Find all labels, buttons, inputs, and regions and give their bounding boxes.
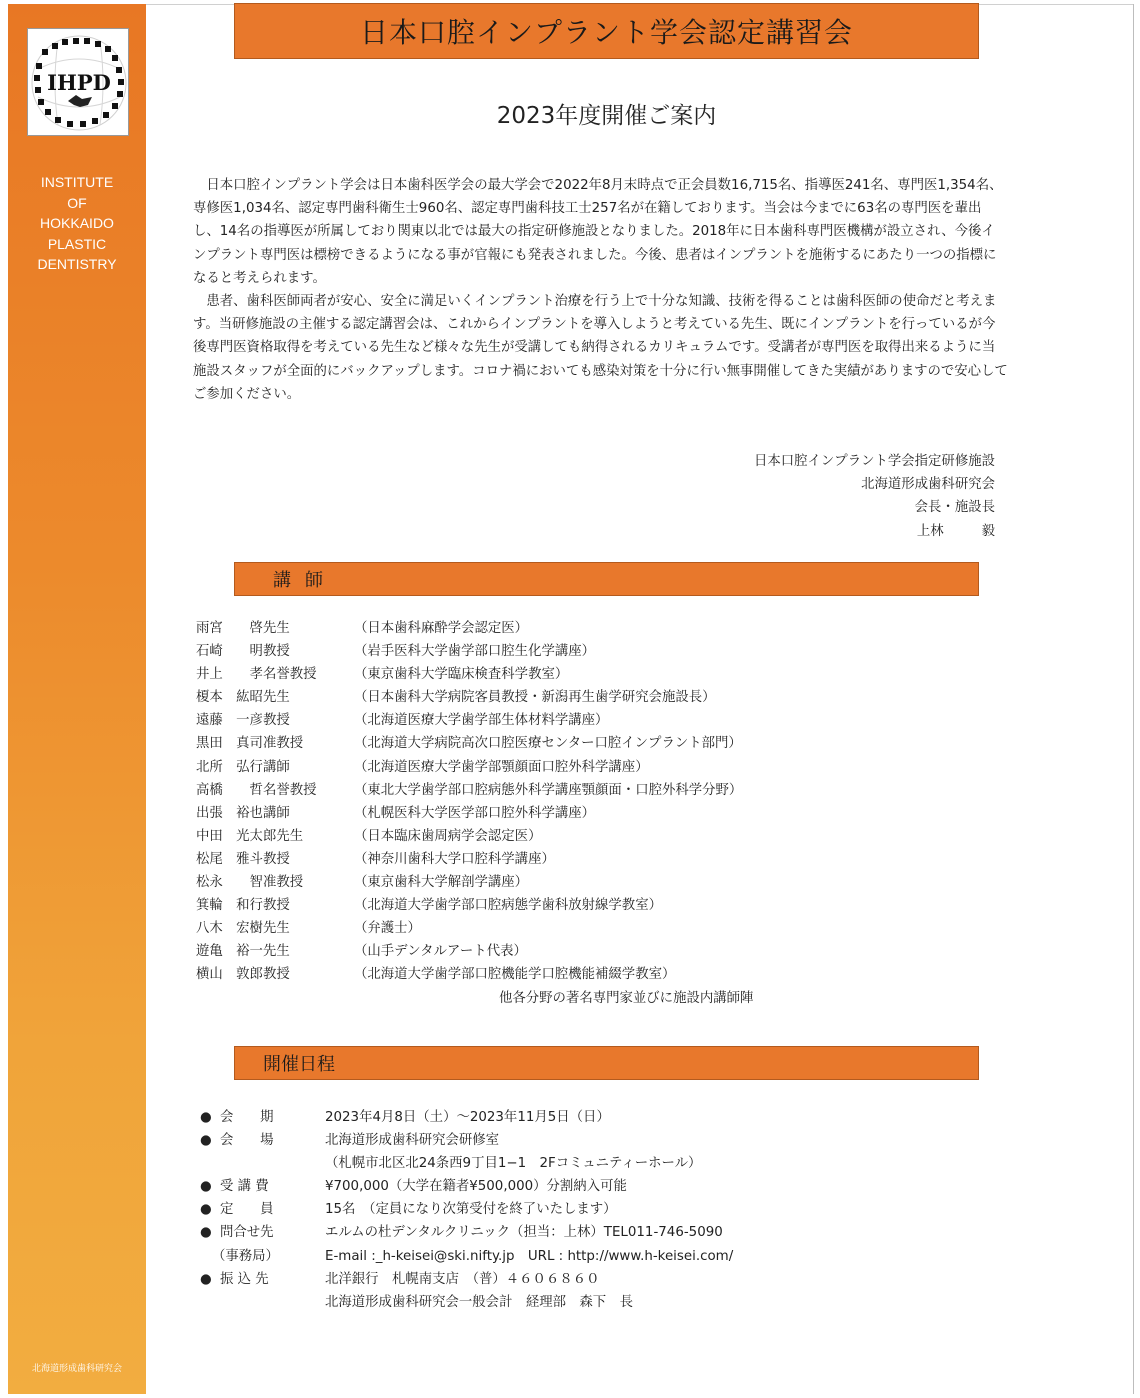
schedule-value: 北洋銀行 札幌南支店 （普）４６０６８６０ (325, 1271, 600, 1287)
schedule-value: 北海道形成歯科研究会研修室 (325, 1133, 500, 1149)
institute-line: INSTITUTE (40, 174, 114, 190)
lecturer-name: 黒田 真司准教授 (196, 736, 304, 752)
sidebar (8, 4, 146, 1394)
schedule-value: エルムの杜デンタルクリニック（担当：上林）TEL011-746-5090 (325, 1225, 723, 1241)
lecturer-affiliation: （神奈川歯科大学口腔科学講座） (354, 851, 555, 867)
lecturer-name: 横山 敦郎教授 (196, 967, 290, 983)
lecturer-name: 箕輪 和行教授 (196, 898, 290, 914)
signature-role: 会長・施設長 (914, 500, 995, 516)
schedule-label: 振 込 先 (220, 1271, 269, 1287)
schedule-value: （札幌市北区北24条西9丁目1−1 2Fコミュニティーホール） (325, 1156, 702, 1172)
schedule-value: 2023年4月8日（土）～2023年11月5日（日） (325, 1110, 610, 1125)
signature-family-name: 上林 (916, 523, 944, 539)
signature-given-name: 毅 (981, 523, 995, 539)
bullet-icon: ● (200, 1271, 212, 1287)
lecturer-affiliation: （岩手医科大学歯学部口腔生化学講座） (354, 644, 596, 660)
lecturer-name: 八木 宏樹先生 (196, 921, 290, 937)
bullet-icon: ● (200, 1179, 212, 1195)
lecturer-affiliation: （北海道医療大学歯学部生体材料学講座） (354, 713, 609, 729)
logo-text: IHPD (47, 70, 111, 95)
bullet-icon: ● (200, 1110, 212, 1125)
schedule-label: 問合せ先 (220, 1225, 274, 1241)
lecturer-note: 他各分野の著名専門家並びに施設内講師陣 (499, 991, 754, 1006)
bullet-icon: ● (200, 1202, 212, 1218)
bullet-icon: ● (200, 1225, 212, 1241)
schedule-value: ¥700,000（大学在籍者¥500,000）分割納入可能 (325, 1179, 627, 1195)
intro-paragraph: 日本口腔インプラント学会は日本歯科医学会の最大学会で2022年8月末時点で正会員数16,715名、指導医241名、専門医1,354名、専修医1,034名、認定専門歯科衛生士960名、認定専門歯科技工士257名が在籍しております。当会は今までに63名の専門医を輩出し、14名の指導医が所属しており関東以北では最大の指定研修施設となりました。2018年に日本歯科専門医機構が設立され、今後インプラント専門医は標榜できるようになる事が官報にも発表されました。今後、患者はインプラントを施術するにあたり一つの指標になると考えられます。 (193, 178, 1003, 286)
sidebar-footer: 北海道形成歯科研究会 (31, 1364, 122, 1374)
lecturer-name: 石崎 明教授 (196, 644, 290, 660)
schedule-label: 定 員 (220, 1202, 274, 1218)
lecturer-affiliation: （山手デンタルアート代表） (354, 944, 527, 960)
schedule-value: 15名 （定員になり次第受付を終了いたします） (325, 1202, 617, 1218)
page-title: 日本口腔インプラント学会認定講習会 (234, 3, 979, 59)
bullet-icon: ● (200, 1133, 212, 1149)
lecturer-affiliation: （東京歯科大学解剖学講座） (354, 875, 529, 891)
lecturer-affiliation: （日本歯科麻酔学会認定医） (354, 621, 529, 636)
lecturer-name: 中田 光太郎先生 (196, 828, 304, 844)
lecturer-name: 遠藤 一彦教授 (196, 713, 290, 729)
signature-org: 日本口腔インプラント学会指定研修施設 (753, 454, 995, 469)
intro-paragraph: 患者、歯科医師両者が安心、安全に満足いくインプラント治療を行う上で十分な知識、技術を得ることは歯科医師の使命だと考えます。当研修施設の主催する認定講習会は、これからインプラントを導入しようと考えている先生、既にインプラントを行っているが今後専門医資格取得を考えている先生など様々な先生が受講しても納得されるカリキュラムです。受講者が専門医を取得出来るように当施設スタッフが全面的にバックアップします。コロナ禍においても感染対策を十分に行い無事開催してきた実績がありますので安心してご参加ください。 (193, 294, 1008, 402)
lecturer-name: 高橋 哲名誉教授 (196, 782, 317, 798)
intro-text (193, 174, 1008, 406)
schedule-label: （事務局） (212, 1248, 279, 1264)
signature-block (620, 450, 995, 543)
right-divider (1133, 4, 1134, 1394)
lecturer-affiliation: （札幌医科大学医学部口腔外科学講座） (354, 805, 596, 821)
signature-society: 北海道形成歯科研究会 (861, 477, 995, 493)
lecturer-name: 雨宮 啓先生 (196, 621, 290, 636)
lecturer-name: 出張 裕也講師 (196, 805, 290, 821)
lecturer-name: 松永 智准教授 (196, 875, 304, 891)
lecturer-name: 遊亀 裕一先生 (196, 944, 290, 960)
lecturer-name: 北所 弘行講師 (196, 759, 290, 775)
lecturer-affiliation: （北海道医療大学歯学部顎顔面口腔外科学講座） (354, 759, 649, 775)
schedule-label: 会 期 (220, 1110, 274, 1125)
lecturer-affiliation: （北海道大学歯学部口腔機能学口腔機能補綴学教室） (354, 967, 676, 983)
signature-name (620, 520, 995, 543)
lecturer-name: 井上 孝名誉教授 (196, 667, 317, 683)
lecturer-affiliation: （北海道大学歯学部口腔病態学歯科放射線学教室） (354, 898, 662, 914)
lecturer-affiliation: （東北大学歯学部口腔病態外科学講座顎顔面・口腔外科学分野） (354, 782, 743, 798)
lecturer-name: 松尾 雅斗教授 (196, 851, 290, 867)
schedule-heading: 開催日程 (234, 1046, 979, 1080)
lecturer-affiliation: （日本臨床歯周病学会認定医） (354, 828, 542, 844)
lecturer-name: 榎本 紘昭先生 (196, 690, 290, 706)
lecturer-affiliation: （弁護士） (354, 921, 421, 937)
institute-line: PLASTIC (47, 235, 107, 252)
schedule-label: 会 場 (220, 1133, 274, 1149)
institute-line: HOKKAIDO (40, 215, 114, 232)
ihpd-logo (27, 28, 129, 136)
lecturer-affiliation: （北海道大学病院高次口腔医療センター口腔インプラント部門） (354, 736, 742, 752)
institute-line: DENTISTRY (37, 256, 117, 273)
page-subtitle: 2023年度開催ご案内 (496, 103, 717, 129)
schedule-value: 北海道形成歯科研究会一般会計 経理部 森下 長 (325, 1294, 633, 1310)
lecturer-affiliation: （日本歯科大学病院客員教授・新潟再生歯学研究会施設長） (354, 690, 716, 706)
institute-name (8, 172, 146, 275)
schedule-value: E-mail :_h-keisei@ski.nifty.jp URL : http://www.h-keisei.com/ (325, 1248, 734, 1264)
institute-line: OF (67, 194, 87, 211)
lecturers-heading: 講師 (234, 562, 979, 596)
lecturer-affiliation: （東京歯科大学臨床検査科学教室） (354, 667, 569, 683)
schedule-label: 受 講 費 (220, 1179, 269, 1195)
